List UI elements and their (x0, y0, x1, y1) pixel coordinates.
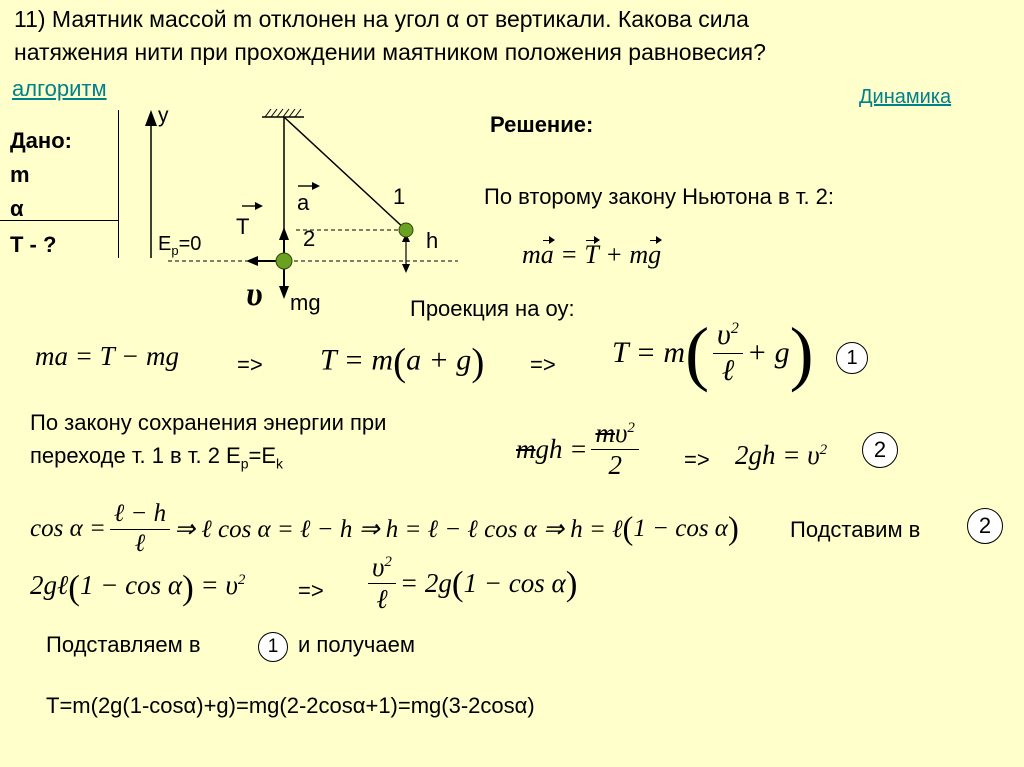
point-2-label: 2 (303, 226, 316, 251)
given-title: Дано: (10, 128, 72, 153)
projection-equation: ma = T − mg (35, 341, 179, 371)
substitute-in-text: Подставим в (790, 517, 921, 542)
newton-vector-equation: ma = T + mg (522, 240, 662, 269)
equation-marker-2: 2 (862, 432, 898, 468)
tension-formula-v: T = m ( $\frac{\upsilon^2}{\text{ℓ}}$ + g ) (612, 313, 814, 393)
given-divider-vertical (118, 110, 119, 258)
velocity-label: υ (246, 276, 263, 313)
projection-text: Проекция на оу: (410, 296, 575, 321)
problem-line-2: натяжения нити при прохождении маятником положения равновесия? (14, 39, 766, 65)
y-axis-arrow (145, 110, 157, 126)
implies-arrow-3: => (684, 447, 710, 472)
solution-title: Решение: (490, 112, 594, 137)
energy-result: $2gh = \upsilon^2$ (735, 440, 828, 470)
energy-equation: m gh = $\frac{m\upsilon^2}{2}$ (516, 418, 643, 481)
implies-arrow-2: => (530, 352, 556, 377)
acceleration-label: a (297, 190, 310, 215)
ceiling-hatch (265, 109, 301, 117)
ball-position-1 (399, 223, 413, 237)
dynamics-link[interactable]: Динамика (859, 86, 952, 108)
problem-line-1: 11) Маятник массой m отклонен на угол α от вертикали. Какова сила (14, 6, 749, 32)
equation-marker-1: 1 (836, 342, 868, 374)
implies-arrow-1: => (237, 352, 263, 377)
energy-text-line-1: По закону сохранения энергии при (30, 410, 387, 435)
given-item-mass: m (10, 162, 30, 187)
equation-marker-1-ref: 1 (258, 632, 288, 662)
equation-marker-2-ref: 2 (967, 508, 1003, 544)
velocity-ratio-equation: $\frac{\upsilon^2}{\text{ℓ}}$ = 2g ( 1 − cos α ) (364, 552, 577, 615)
gravity-label: mg (290, 290, 321, 315)
substitute-final-before: Подставляем в (46, 632, 201, 657)
newton-law-text: По второму закону Ньютона в т. 2: (484, 184, 835, 209)
ball-position-2 (276, 253, 292, 269)
algorithm-link[interactable]: алгоритм (12, 76, 107, 101)
implies-arrow-4: => (298, 578, 324, 603)
point-1-label: 1 (393, 184, 406, 209)
substitute-final-after: и получаем (298, 632, 415, 657)
final-formula: T=m(2g(1-cosα)+g)=mg(2-2cosα+1)=mg(3-2cosα) (46, 693, 535, 718)
tension-formula-a: T = m(a + g) (320, 341, 485, 384)
substituted-equation: 2gℓ(1 − $\cos \alpha) = \upsilon^2$ (30, 568, 246, 607)
given-item-angle: α (10, 196, 24, 221)
cosine-derivation: cos α = $\frac{\text{ℓ − h}}{\text{ℓ}}$ ⇒ ℓ cos α = ℓ − h ⇒ h = ℓ − ℓ cos α ⇒ h = ℓ ( 1 − cos α ) (30, 500, 739, 557)
tension-label: T (236, 214, 250, 239)
potential-energy-zero-label: $E_р=0$ (158, 233, 202, 258)
find-item: T - ? (10, 232, 57, 257)
height-label: h (426, 228, 439, 253)
energy-text-line-2: переходе т. 1 в т. 2 $E_р=E_k$ (30, 443, 284, 472)
y-axis-label: у (158, 104, 169, 127)
